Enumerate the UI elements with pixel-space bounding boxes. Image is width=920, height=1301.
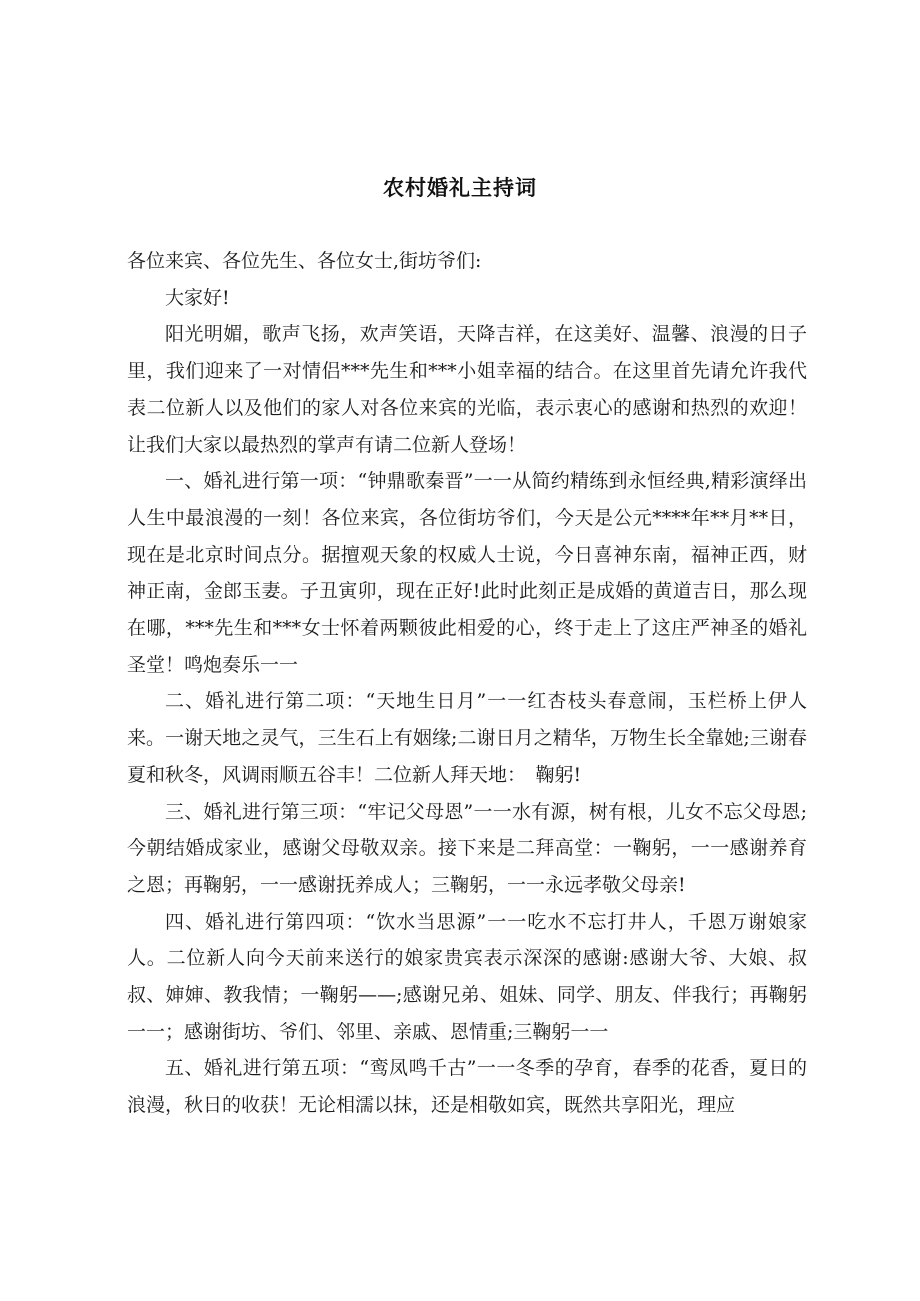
paragraph-step-5: 五、婚礼进行第五项：“鸾凤鸣千古”一一冬季的孕育，春季的花香，夏日的浪漫，秋日的收获！无论相濡以抹，还是相敬如宾，既然共享阳光，理应 xyxy=(127,1057,807,1117)
document-title: 农村婚礼主持词 xyxy=(383,176,537,200)
paragraph-opening: 阳光明媚，歌声飞扬，欢声笑语，天降吉祥，在这美好、温馨、浪漫的日子里，我们迎来了一对情侣***先生和***小姐幸福的结合。在这里首先请允许我代表二位新人以及他们的家人对各位来宾的光临，表示衷心的感谢和热烈的欢迎！让我们大家以最热烈的掌声有请二位新人登场！ xyxy=(127,323,807,456)
paragraph-step-2: 二、婚礼进行第二项：“天地生日月”一一红杏枝头春意闹，玉栏桥上伊人来。一谢天地之灵气，三生石上有姻缘;二谢日月之精华，万物生长全靠她;三谢春夏和秋冬，风调雨顺五谷丰！二位新人拜天地： 鞠躬! xyxy=(127,690,807,786)
document-body xyxy=(127,243,807,1124)
paragraph-step-4: 四、婚礼进行第四项：“饮水当思源”一一吃水不忘打井人，千恩万谢娘家人。二位新人向今天前来送行的娘家贵宾表示深深的感谢:感谢大爷、大娘、叔叔、婶婶、教我情；一鞠躬——;感谢兄弟、姐妹、同学、朋友、伴我行；再鞠躬一一；感谢街坊、爷们、邻里、亲戚、恩情重;三鞠躬一一 xyxy=(127,910,807,1043)
salutation: 各位来宾、各位先生、各位女士,街坊爷们: xyxy=(127,250,482,272)
paragraph-greeting: 大家好! xyxy=(165,286,230,309)
paragraph-step-3: 三、婚礼进行第三项：“牢记父母恩”一一水有源，树有根，儿女不忘父母恩;今朝结婚成家业，感谢父母敬双亲。接下来是二拜高堂：一鞠躬，一一感谢养育之恩；再鞠躬，一一感谢抚养成人；三鞠躬，一一永远孝敬父母亲! xyxy=(127,800,807,896)
paragraph-step-1: 一、婚礼进行第一项：“钟鼎歌秦晋”一一从简约精练到永恒经典,精彩演绎出人生中最浪漫的一刻！各位来宾，各位街坊爷们，今天是公元****年**月**日，现在是北京时间点分。据擅观天象的权威人士说，今日喜神东南，福神正西，财神正南，金郎玉妻。子丑寅卯，现在正好!此时此刻正是成婚的黄道吉日，那么现在哪，***先生和***女士怀着两颗彼此相爱的心，终于走上了这庄严神圣的婚礼圣堂！鸣炮奏乐一一 xyxy=(127,470,807,676)
